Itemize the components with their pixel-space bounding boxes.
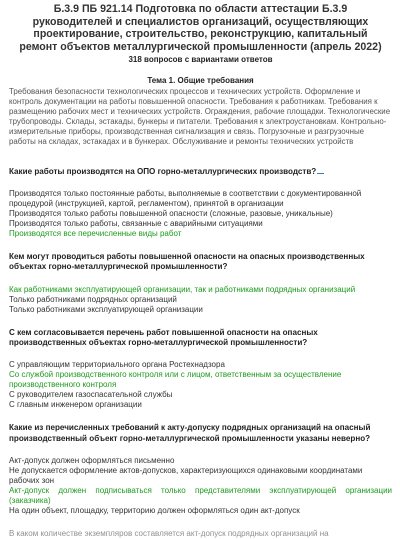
question-block: [9, 423, 392, 516]
answer-option: Только работниками подрядных организаций: [9, 294, 177, 304]
question-block: [9, 252, 392, 315]
question-block: [9, 167, 392, 239]
next-question-fragment: В каком количестве экземпляров составляется акт-допуск подрядных организаций на: [9, 528, 329, 538]
question-text: Какие работы производятся на ОПО горно-металлургических производств?: [9, 167, 392, 177]
correct-answer-option: Как работниками эксплуатирующей организации, так и работниками подрядных организаций: [9, 284, 356, 294]
document-subtitle: 318 вопросов с вариантами ответов: [128, 55, 273, 65]
answer-option: Производятся только постоянные работы, выполняемые в соответствии с документированной процедурой (инструкцией, картой, регламентом), принятой в организации: [9, 189, 362, 209]
answer-options: [9, 285, 392, 315]
answer-option: Не допускается оформление актов-допусков, характеризующихся одинаковыми координатами рабочих зон: [9, 465, 363, 485]
answer-option: С руководителем газоспасательной службы: [9, 390, 173, 400]
correct-answer-option: Со службой производственного контроля или с лицом, ответственным за осуществление производственного контроля: [9, 370, 342, 390]
correct-answer-option: Производятся все перечисленные виды работ: [9, 229, 182, 239]
document-title: Б.3.9 ПБ 921.14 Подготовка по области аттестации Б.3.9 руководителей и специалистов организаций, осуществляющих проектирование, строительство, реконструкцию, капитальный ремонт объектов металлургической промышленности (апрель 2022): [19, 3, 382, 53]
correct-answer-option: Акт-допуск должен подписываться только представителями эксплуатирующей организации (заказчика): [9, 485, 392, 505]
question-block: [9, 328, 392, 411]
question-text: Кем могут проводиться работы повышенной опасности на опасных производственных объектах горно-металлургической промышленности?: [9, 252, 365, 272]
answer-options: [9, 456, 392, 516]
question-text: Какие из перечисленных требований к акту-допуску подрядных организаций на опасный производственный объект горно-металлургической промышленности указаны неверно?: [9, 423, 371, 443]
topic-title: Тема 1. Общие требования: [147, 76, 254, 86]
topic-description: Требования безопасности технологических процессов и технических устройств. Оформление и контроль документации на работы повышенной опасности. Требования к работникам. Требования к размещению рабочих мест и технических устройств. Ограждения, рабочие площадки. Технологические трубопроводы. Склады, эстакады, бункеры и питатели. Требования к электроустановкам. Контрольно-измерительные приборы, производственная сигнализация и связь. Погрузочные и разгрузочные работы на складах, эстакадах и в бункерах. Обслуживание и ремонты технических устройств: [9, 87, 391, 146]
answer-option: Акт-допуск должен оформляться письменно: [9, 455, 175, 465]
answer-options: [9, 360, 392, 410]
answer-option: С управляющим территориального органа Ростехнадзора: [9, 360, 225, 370]
answer-option: Производятся только работы повышенной опасности (сложные, разовые, уникальные): [9, 209, 333, 219]
answer-option: На один объект, площадку, территорию должен оформляться один акт-допуск: [9, 505, 300, 515]
answer-option: Производятся только работы, связанные с аварийными ситуациями: [9, 219, 263, 229]
question-text: С кем согласовывается перечень работ повышенной опасности на опасных производственных объектах горно-металлургической промышленности?: [9, 327, 318, 347]
edit-mark-icon: [317, 169, 324, 174]
answer-option: С главным инженером организации: [9, 400, 142, 410]
answer-option: Только работниками эксплуатирующей организации: [9, 304, 203, 314]
answer-options: [9, 189, 392, 239]
